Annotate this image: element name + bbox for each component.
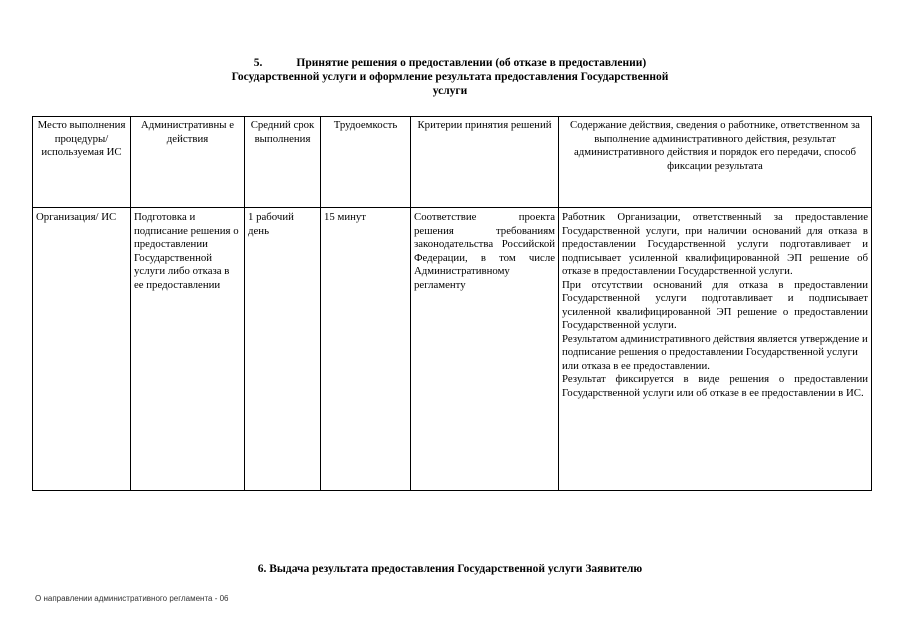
header-criteria: Критерии принятия решений <box>411 117 559 208</box>
section-number: 5. <box>253 57 263 69</box>
cell-criteria: Соответствие проекта решения требованиям законодательства Российской Федерации, в том числе Административному регламенту <box>411 208 559 491</box>
procedure-table <box>32 116 872 491</box>
table-header-row <box>33 117 872 208</box>
header-actions: Административны е действия <box>131 117 245 208</box>
section-title-line1: Принятие решения о предоставлении (об отказе в предоставлении) <box>296 57 647 69</box>
section-6-heading: 6. Выдача результата предоставления Государственной услуги Заявителю <box>257 563 643 575</box>
content-paragraph-2: При отсутствии оснований для отказа в предоставлении Государственной услуги подготавливает и подписывает усиленной квалифицированной ЭП решение о предоставлении Государственной услуги. <box>562 278 868 331</box>
section-5-heading <box>150 56 750 98</box>
header-place: Место выполнения процедуры/ используемая ИС <box>33 117 131 208</box>
cell-place: Организация/ ИС <box>33 208 131 491</box>
cell-content <box>559 208 872 491</box>
cell-effort: 15 минут <box>321 208 411 491</box>
cell-action: Подготовка и подписание решения о предоставлении Государственной услуги либо отказа в ее предоставлении <box>131 208 245 491</box>
table-row <box>33 208 872 491</box>
content-paragraph-3: Результатом административного действия является утверждение и подписание решения о предоставлении Государственной услуги или отказа в ее предоставлении. <box>562 332 868 372</box>
cell-term: 1 рабочий день <box>245 208 321 491</box>
section-title-line3: услуги <box>432 85 468 97</box>
content-paragraph-4: Результат фиксируется в виде решения о предоставлении Государственной услуги или об отказе в ее предоставлении в ИС. <box>562 373 868 399</box>
content-paragraph-1: Работник Организации, ответственный за предоставление Государственной услуги, при наличии оснований для отказа в предоставлении Государственной услуги подготавливает и подписывает усиленной квалифицированной ЭП решение об отказе в предоставлении Государственной услуги. <box>562 211 868 277</box>
header-term: Средний срок выполнения <box>245 117 321 208</box>
header-content: Содержание действия, сведения о работнике, ответственном за выполнение административного действия, результат административного действия и порядок его передачи, способ фиксации результата <box>559 117 872 208</box>
page-footer: О направлении административного регламента - 06 <box>35 594 229 603</box>
header-effort: Трудоемкость <box>321 117 411 208</box>
section-title-line2: Государственной услуги и оформление результата предоставления Государственной <box>231 71 669 83</box>
